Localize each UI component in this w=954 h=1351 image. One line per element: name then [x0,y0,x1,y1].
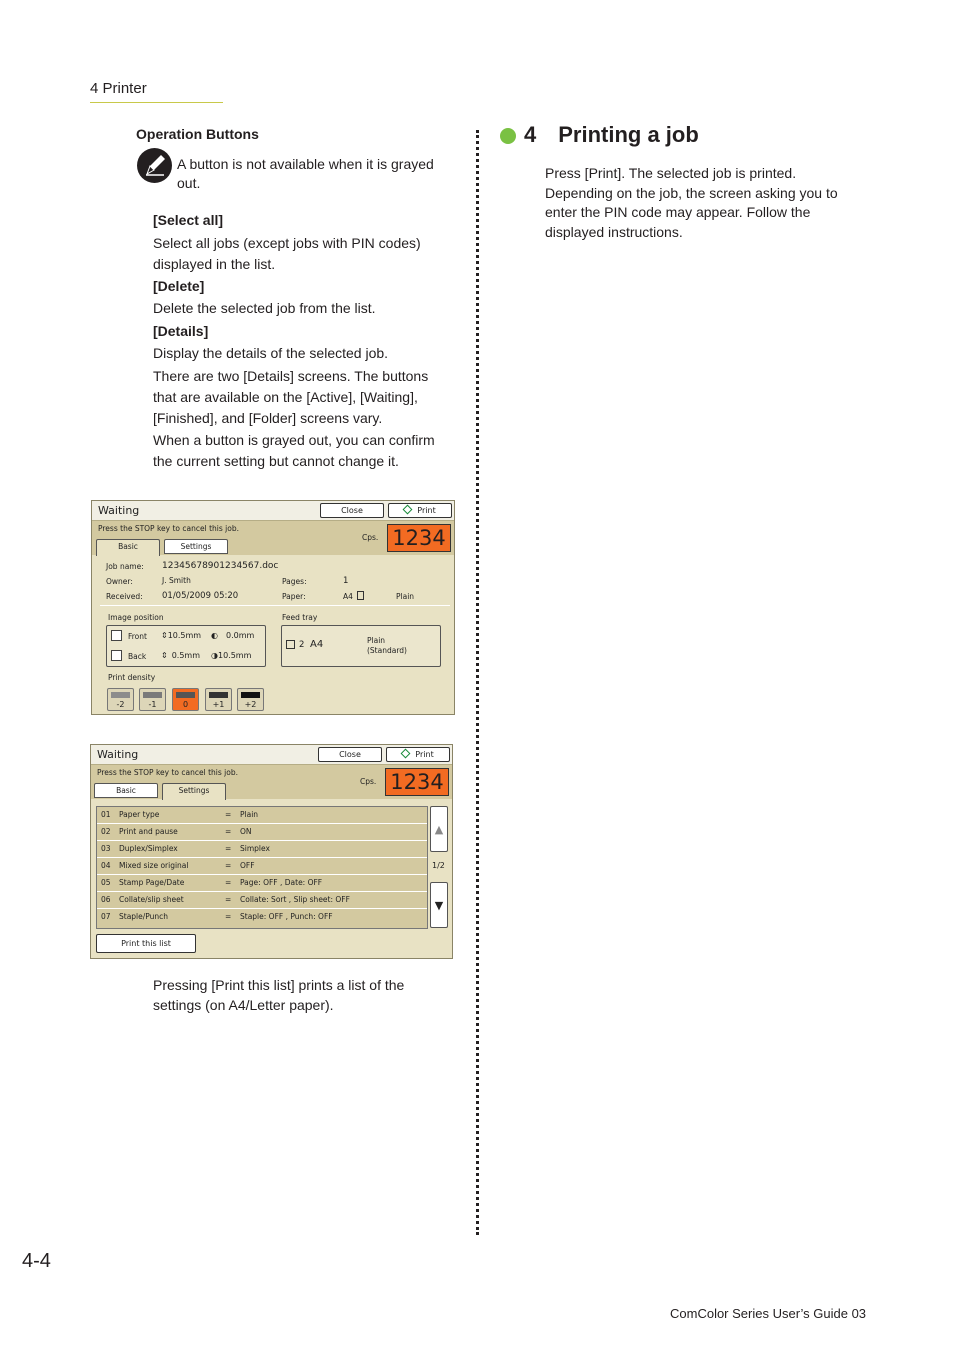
density-minus-2-button[interactable]: -2 [107,688,134,711]
print-icon [401,749,411,759]
front-vertical-value: ⇕10.5mm [161,631,202,640]
screen-title: Waiting [98,504,140,517]
feed-tray-size: A4 [310,639,324,650]
section-body: Press [Print]. The selected job is printed. Depending on the job, the screen asking you to enter the PIN code may appear. Follow the displayed instructions. [545,165,838,240]
front-label: Front [128,632,147,641]
details-basic-screen [91,500,455,715]
copies-counter: 1234 [387,524,451,552]
paper-value: A4 [343,592,353,601]
vertical-shift-icon: ⇕ [161,651,168,660]
tab-settings[interactable]: Settings [162,783,226,800]
note-pencil-icon [137,148,172,183]
copies-counter: 1234 [385,768,449,796]
list-item[interactable]: 05 Stamp Page/Date = Page: OFF , Date: OFF [97,875,427,892]
pages-label: Pages: [282,577,307,586]
received-label: Received: [106,592,143,601]
tab-settings[interactable]: Settings [164,539,228,554]
tab-basic[interactable]: Basic [94,783,158,798]
feed-tray-number: 2 [299,640,305,650]
list-item[interactable]: 04 Mixed size original = OFF [97,858,427,875]
paper-type-value: Plain [396,592,415,601]
close-button[interactable]: Close [320,503,384,518]
density-minus-1-button[interactable]: -1 [139,688,166,711]
list-item[interactable]: 07 Staple/Punch = Staple: OFF , Punch: OFF [97,909,427,926]
back-label: Back [128,652,147,661]
close-button[interactable]: Close [318,747,382,762]
density-plus-2-button[interactable]: +2 [237,688,264,711]
print-list-note: Pressing [Print this list] prints a list of the settings (on A4/Letter paper). [153,977,405,1013]
back-vertical-value: ⇕ 0.5mm [161,651,201,660]
paper-orientation-icon [357,591,364,600]
list-item[interactable]: 06 Collate/slip sheet = Collate: Sort , Slip sheet: OFF [97,892,427,909]
job-name-label: Job name: [106,562,144,571]
job-name-value: 12345678901234567.doc [162,561,279,571]
paper-label: Paper: [282,592,306,601]
back-page-icon [111,650,122,661]
select-all-desc: Select all jobs (except jobs with PIN codes) displayed in the list. [153,235,421,272]
note-text: A button is not available when it is grayed out. [177,156,434,191]
feed-tray-box[interactable] [281,625,441,667]
list-item[interactable]: 03 Duplex/Simplex = Simplex [97,841,427,858]
feed-tray-type-detail: (Standard) [367,646,407,655]
footer-guide-title: ComColor Series User’s Guide 03 [670,1306,867,1321]
print-icon [403,505,413,515]
details-label: [Details] [153,323,209,339]
page-indicator: 1/2 [432,861,445,870]
details-desc: Display the details of the selected job. [153,345,389,361]
pages-value: 1 [343,576,349,586]
arrow-down-icon: ▼ [434,899,444,912]
scroll-down-button[interactable] [430,882,448,928]
page-number: 4-4 [22,1250,51,1272]
density-plus-1-button[interactable]: +1 [205,688,232,711]
select-all-label: [Select all] [153,212,224,228]
density-0-button[interactable]: 0 [172,688,199,711]
image-position-box[interactable] [106,625,266,667]
copies-label: Cps. [360,777,377,786]
back-horizontal-value: ◑10.5mm [211,651,252,660]
section-bullet-icon [500,128,516,144]
column-divider [476,130,479,1235]
received-value: 01/05/2009 05:20 [162,591,239,601]
header-rule [90,102,223,103]
tray-icon [286,640,295,649]
image-position-label: Image position [108,613,164,622]
operation-buttons-title: Operation Buttons [136,126,259,142]
copies-label: Cps. [362,533,379,542]
delete-label: [Delete] [153,278,205,294]
horizontal-shift-icon: ◐ [211,631,218,640]
front-horizontal-value: ◐ 0.0mm [211,631,255,640]
stop-message: Press the STOP key to cancel this job. [98,524,239,533]
print-button[interactable]: Print [386,747,450,762]
details-desc-2: There are two [Details] screens. The buttons that are available on the [Active], [Waiting], [Finished], and [Folder] screens vary. [153,368,429,426]
list-item[interactable]: 01 Paper type = Plain [97,807,427,824]
details-settings-screen [90,744,453,959]
print-density-label: Print density [108,673,156,682]
details-desc-3: When a button is grayed out, you can confirm the current setting but cannot change it. [153,432,435,469]
stop-message: Press the STOP key to cancel this job. [97,768,238,777]
chapter-header: 4 Printer [90,80,147,97]
list-item[interactable]: 02 Print and pause = ON [97,824,427,841]
screen-title: Waiting [97,748,139,761]
delete-desc: Delete the selected job from the list. [153,300,376,316]
front-page-icon [111,630,122,641]
section-heading: 4 Printing a job [524,122,699,147]
owner-value: J. Smith [162,576,191,585]
arrow-up-icon: ▲ [434,823,444,836]
tab-basic[interactable]: Basic [96,539,160,556]
scroll-up-button[interactable] [430,806,448,852]
print-button[interactable]: Print [388,503,452,518]
feed-tray-label: Feed tray [282,613,318,622]
feed-tray-type: Plain [367,636,386,645]
vertical-shift-icon: ⇕ [161,631,168,640]
print-this-list-button[interactable]: Print this list [96,934,196,953]
owner-label: Owner: [106,577,133,586]
horizontal-shift-icon: ◑ [211,651,218,660]
